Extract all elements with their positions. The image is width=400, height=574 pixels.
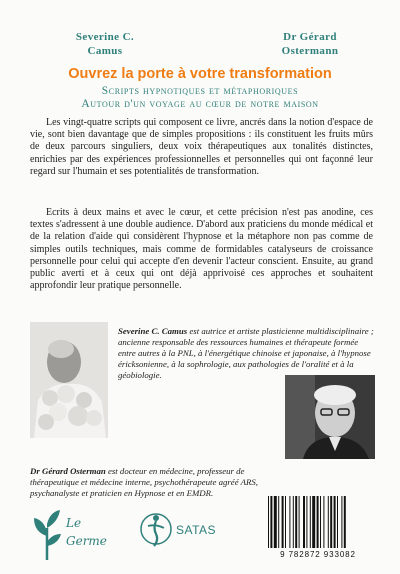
portrait-camus-graphic	[30, 322, 108, 438]
book-subtitle-line1: Scripts hypnotiques et métaphoriques	[101, 85, 299, 97]
author-names	[0, 30, 400, 64]
summary-paragraph-2: Ecrits à deux mains et avec le cœur, et cette précision n'est pas anodine, ces textes s'adressent à une double audience. D'abord aux praticiens du monde médical et de la relation d'aide qui considèrent l'hypnose et la métaphore non pas comme de simples outils techniques, mais comme de formidables catalyseurs de croissance personnelle pour celui qui accepte d'en devenir l'acteur conscient. Ensuite, au grand public averti et à ceux qui ont déjà apprivoisé ces approches et souhaitent approfondir leur pratique personnelle.	[30, 207, 373, 292]
barcode-bar	[306, 496, 307, 548]
barcode-bar	[299, 496, 300, 548]
barcode-bar	[328, 496, 329, 548]
sprout-icon	[30, 506, 64, 562]
bio-camus-text: est autrice et artiste plasticienne multidisciplinaire ; ancienne responsable des ressources humaines et thérapeute formée entre autres à la PNL, à l'énergétique chinoise et japonaise, à l'hypnose éricksonienne, à la sophrologie, aux pathologies de l'oralité et à la géobiologie.	[118, 326, 374, 380]
barcode-bar	[323, 496, 324, 548]
author-ostermann	[250, 30, 370, 58]
publisher-logo-le-germe	[30, 506, 118, 562]
barcode-bar	[312, 496, 315, 548]
barcode-bar	[334, 496, 336, 548]
barcode-bars-graphic	[262, 494, 374, 550]
bio-ostermann-text: est docteur en médecine, professeur de thérapeutique et médecine interne, psychothérapeute agréé ARS, psychanalyste et praticien en Hypnose et en EMDR.	[30, 466, 258, 498]
satas-figure-icon	[140, 506, 172, 552]
barcode-digits: 9 782872 933082	[280, 550, 356, 559]
book-title: Ouvrez la porte à votre transformation	[68, 66, 332, 82]
author-ostermann-line1: Dr Gérard	[283, 31, 337, 43]
barcode-bar	[320, 496, 321, 548]
bio-ostermann-name: Dr Gérard Osterman	[30, 466, 106, 476]
portrait-ostermann-graphic	[285, 375, 375, 459]
barcode-bar	[344, 496, 346, 548]
book-subtitle-line2: Autour d'un voyage au cœur de notre maison	[81, 98, 319, 110]
bio-ostermann	[30, 466, 282, 499]
barcode-bar	[289, 496, 290, 548]
bio-camus-name: Severine C. Camus	[118, 326, 188, 336]
author-photo-ostermann	[285, 375, 375, 459]
barcode-bar	[303, 496, 305, 548]
author-camus-line2: Camus	[87, 45, 123, 57]
barcode-bar	[337, 496, 338, 548]
barcode-bar	[341, 496, 342, 548]
barcode-bar	[310, 496, 311, 548]
barcode-bar	[295, 496, 297, 548]
barcode-bar	[268, 496, 269, 548]
author-camus-line1: Severine C.	[75, 31, 135, 43]
le-germe-line2: Germe	[66, 534, 107, 548]
author-camus	[50, 30, 160, 58]
barcode-bar	[278, 496, 279, 548]
isbn-barcode	[262, 494, 374, 566]
author-ostermann-line2: Ostermann	[281, 45, 339, 57]
bio-camus	[118, 326, 376, 381]
satas-label: SATAS	[176, 523, 217, 537]
barcode-bar	[270, 496, 272, 548]
barcode-bar	[293, 496, 294, 548]
barcode-bar	[317, 496, 319, 548]
summary-paragraph-1: Les vingt-quatre scripts qui composent ce livre, ancrés dans la notion d'espace de vie, sont bien davantage que de simples propositions : ils constituent les fruits mûrs de deux parcours singuliers, deux voix thérapeutiques aux tonalités distinctes, enrichies par des expériences professionnelles et personnelles qui ont façonné leur regard sur l'humain et ses potentialités de transformation.	[30, 117, 373, 177]
le-germe-line1: Le	[66, 516, 82, 530]
publisher-logo-satas	[140, 506, 240, 556]
author-photo-camus	[30, 322, 108, 438]
barcode-bar	[330, 496, 332, 548]
barcode-bar	[282, 496, 284, 548]
barcode-bar	[285, 496, 286, 548]
barcode-bar	[274, 496, 277, 548]
